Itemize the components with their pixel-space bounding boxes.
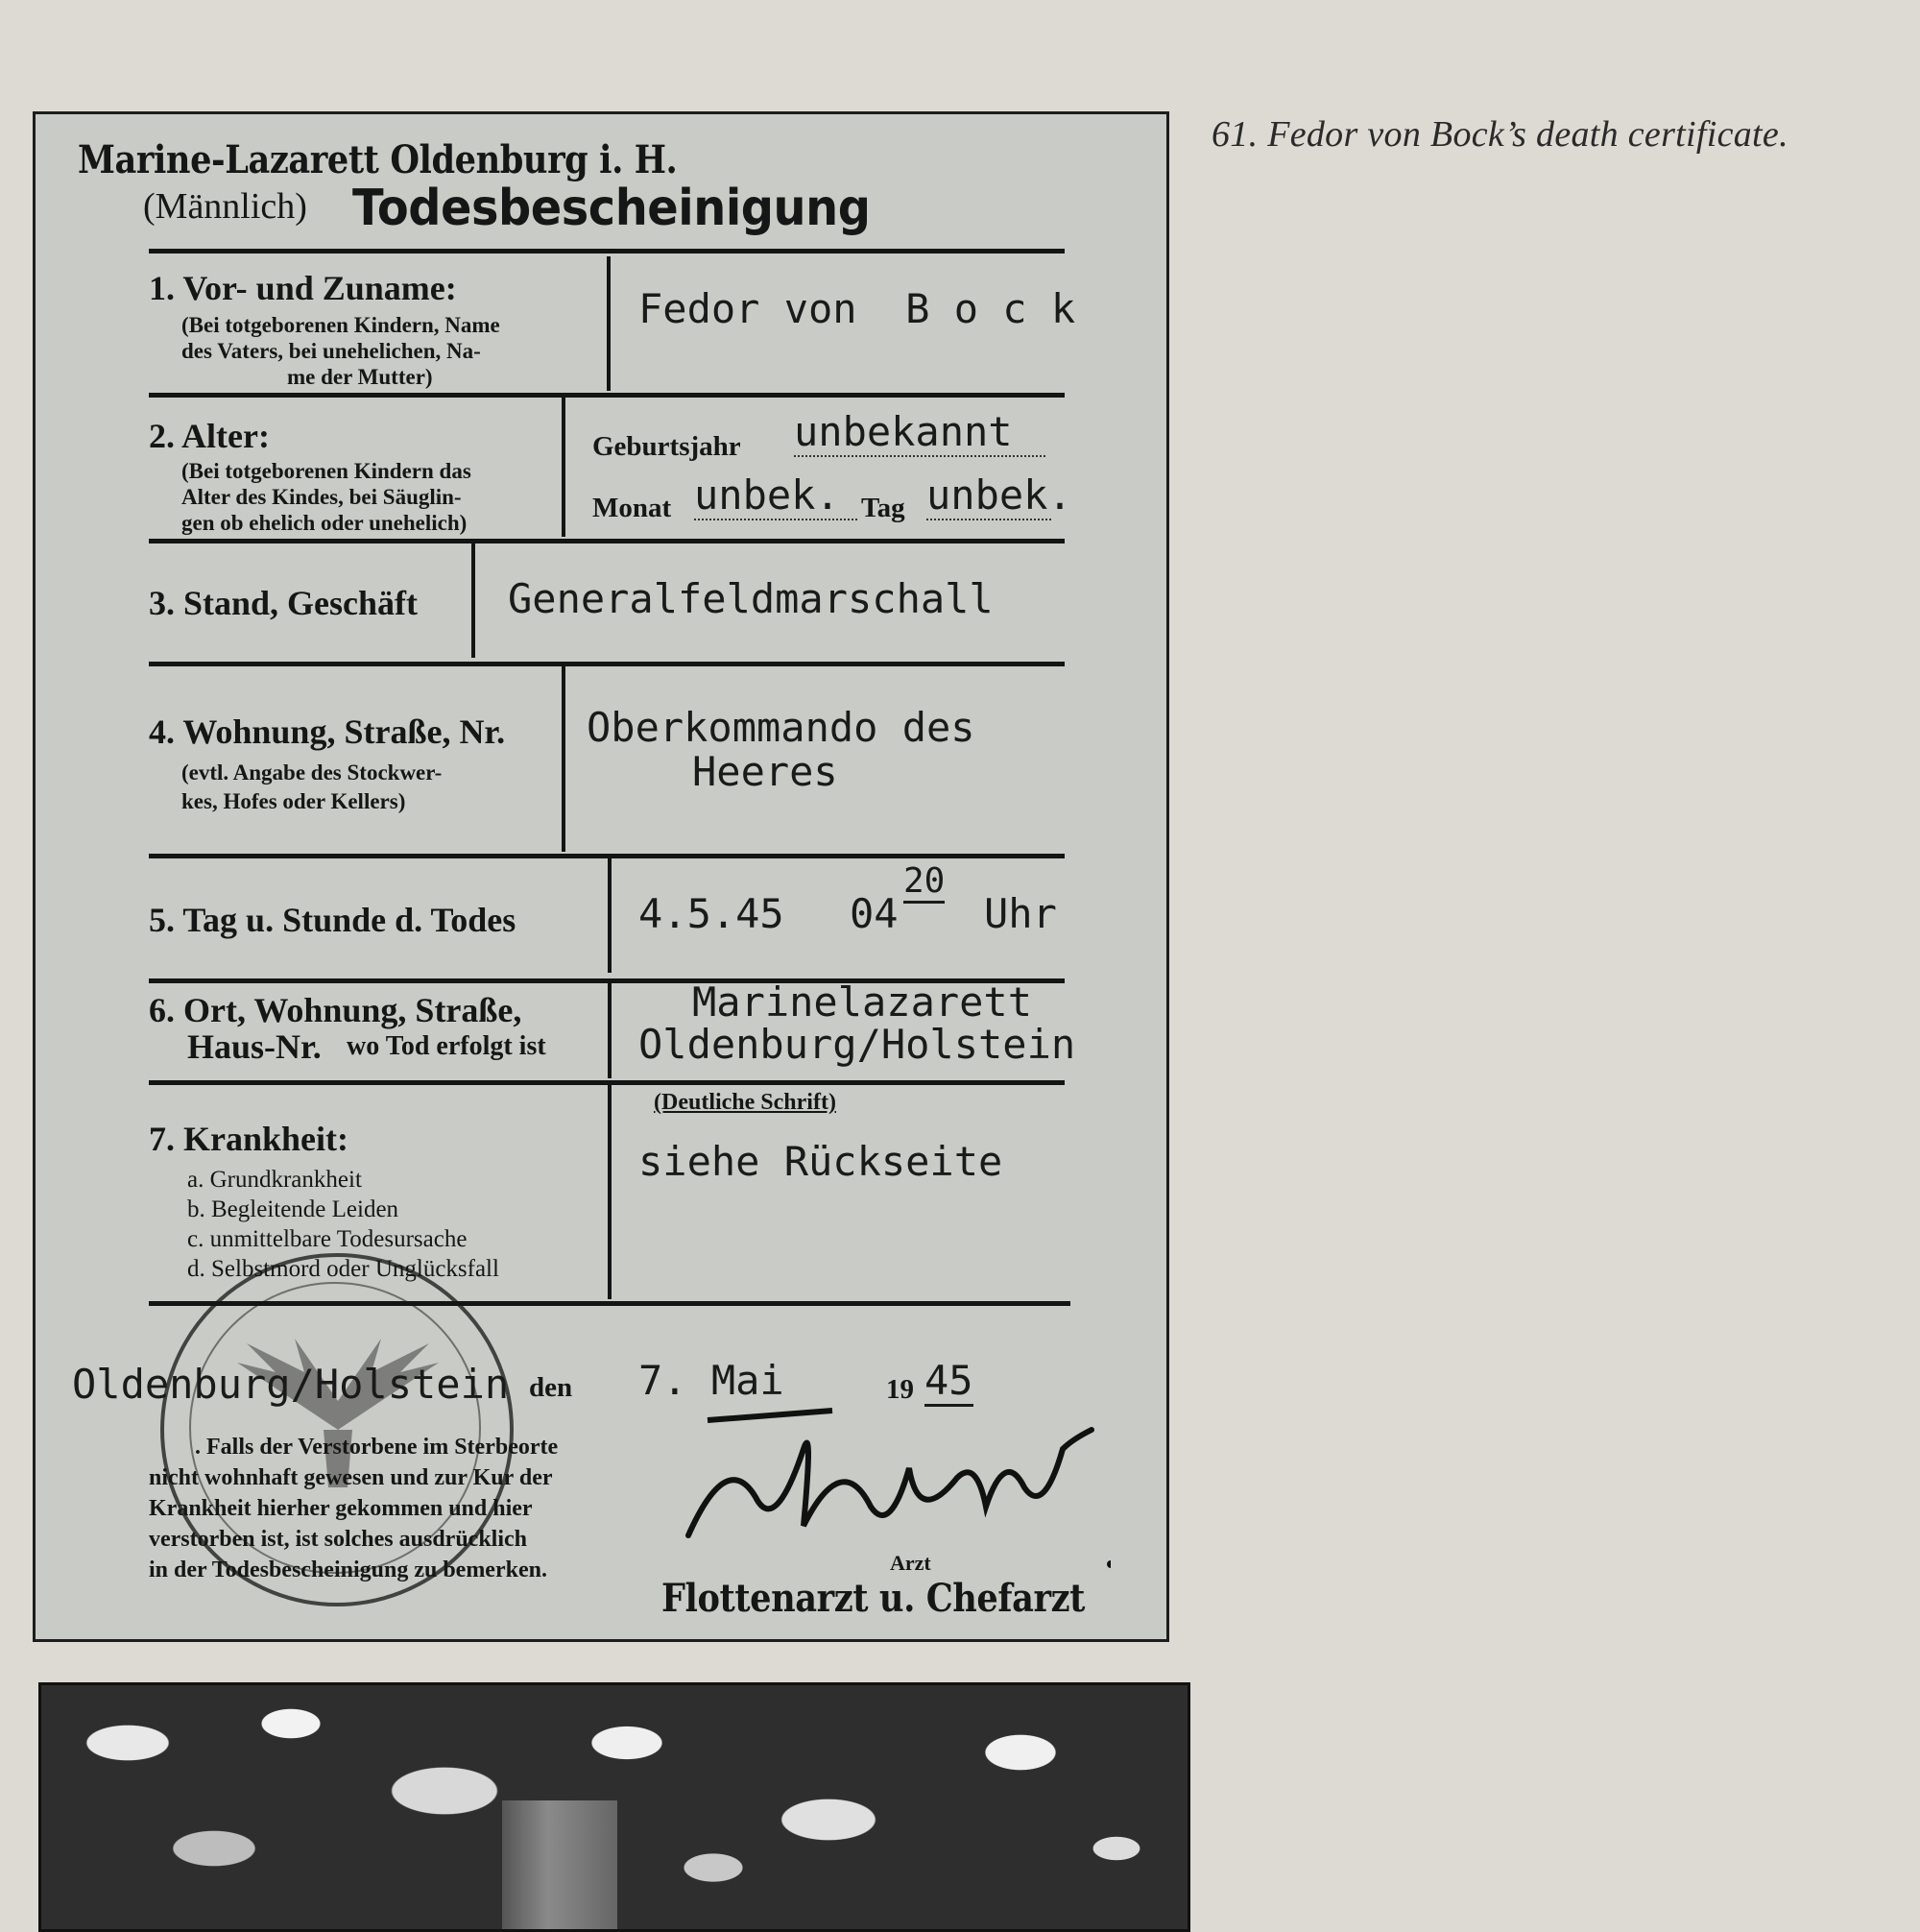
field4-label: 4. Wohnung, Straße, Nr. — [149, 712, 506, 751]
day-label: Tag — [861, 493, 905, 523]
divider — [562, 397, 565, 537]
death-minute: 20 — [903, 861, 945, 904]
field7-b: b. Begleitende Leiden — [187, 1196, 399, 1222]
field7-d: d. Selbstmord oder Unglücksfall — [187, 1256, 499, 1282]
field1-sub2: des Vaters, bei unehelichen, Na- — [181, 339, 481, 363]
field6-label-line2b: wo Tod erfolgt ist — [347, 1031, 546, 1061]
field6-label-line1: 6. Ort, Wohnung, Straße, — [149, 991, 522, 1029]
field7-c: c. unmittelbare Todesursache — [187, 1226, 468, 1252]
footer-note-line2: nicht wohnhaft gewesen und zur Kur der — [149, 1465, 553, 1490]
footer-note-line5: in der Todesbescheinigung zu bemerken. — [149, 1558, 547, 1582]
divider — [608, 1084, 612, 1299]
field4-sub2: kes, Hofes oder Kellers) — [181, 789, 406, 813]
place-of-issue: Oldenburg/Holstein — [72, 1361, 510, 1408]
day-value: unbek. — [926, 471, 1072, 519]
trees-photo — [38, 1682, 1190, 1932]
field1-sub3: me der Mutter) — [287, 365, 433, 389]
birth-year-value: unbekannt — [794, 408, 1045, 457]
institution-header: Marine-Lazarett Oldenburg i. H. — [78, 137, 678, 182]
field1-label: 1. Vor- und Zuname: — [149, 269, 457, 307]
month-value: unbek. — [694, 471, 857, 520]
death-date: 4.5.45 — [638, 890, 784, 937]
divider — [608, 857, 612, 973]
field2-sub2: Alter des Kindes, bei Säuglin- — [181, 485, 462, 509]
field3-value: Generalfeldmarschall — [508, 575, 994, 622]
divider — [149, 1080, 1065, 1085]
footer-note-line1: . Falls der Verstorbene im Sterbeorte — [195, 1435, 559, 1460]
field7-value: siehe Rückseite — [638, 1138, 1003, 1185]
divider — [149, 539, 1065, 543]
gender-label: (Männlich) — [143, 186, 307, 227]
divider — [149, 662, 1065, 666]
divider — [607, 256, 611, 391]
time-unit: Uhr — [984, 890, 1057, 937]
issue-day-month: 7. Mai — [638, 1357, 784, 1404]
field5-label: 5. Tag u. Stunde d. Todes — [149, 901, 516, 939]
arzt-label: Arzt — [890, 1551, 931, 1575]
field7-a: a. Grundkrankheit — [187, 1167, 362, 1193]
year-suffix: 45 — [924, 1357, 973, 1407]
legible-writing-note: (Deutliche Schrift) — [654, 1090, 836, 1115]
field4-sub1: (evtl. Angabe des Stockwer- — [181, 761, 443, 785]
divider — [608, 982, 612, 1078]
death-hour: 04 — [850, 890, 899, 937]
certificate-title: Todesbescheinigung — [352, 180, 871, 237]
den-label: den — [529, 1372, 573, 1403]
footer-note-line3: Krankheit hierher gekommen und hier — [149, 1496, 533, 1521]
field2-sub3: gen ob ehelich oder unehelich) — [181, 511, 468, 535]
divider — [149, 393, 1065, 398]
birth-year-label: Geburtsjahr — [592, 431, 741, 462]
field6-value2: Oldenburg/Holstein — [638, 1021, 1076, 1068]
field4-value2: Heeres — [692, 748, 838, 795]
field1-sub1: (Bei totgeborenen Kindern, Name — [181, 313, 500, 337]
divider — [471, 543, 475, 658]
divider — [149, 854, 1065, 858]
field3-label: 3. Stand, Geschäft — [149, 584, 419, 622]
field2-label: 2. Alter: — [149, 417, 270, 455]
divider — [149, 249, 1065, 254]
field7-label: 7. Krankheit: — [149, 1120, 349, 1158]
divider — [562, 665, 565, 852]
figure-caption: 61. Fedor von Bock’s death certificate. — [1212, 114, 1788, 155]
field2-sub1: (Bei totgeborenen Kindern das — [181, 459, 471, 483]
signatory-title: Flottenarzt u. Chefarzt — [661, 1576, 1085, 1621]
field6-label-line2a: Haus-Nr. — [187, 1027, 322, 1066]
field6-value1: Marinelazarett — [692, 978, 1033, 1026]
field1-value: Fedor von B o c k — [638, 285, 1076, 332]
year-prefix: 19 — [886, 1374, 914, 1405]
field4-value1: Oberkommando des — [587, 704, 975, 751]
month-label: Monat — [592, 493, 672, 523]
death-certificate — [33, 111, 1169, 1642]
footer-note-line4: verstorben ist, ist solches ausdrücklich — [149, 1527, 528, 1552]
